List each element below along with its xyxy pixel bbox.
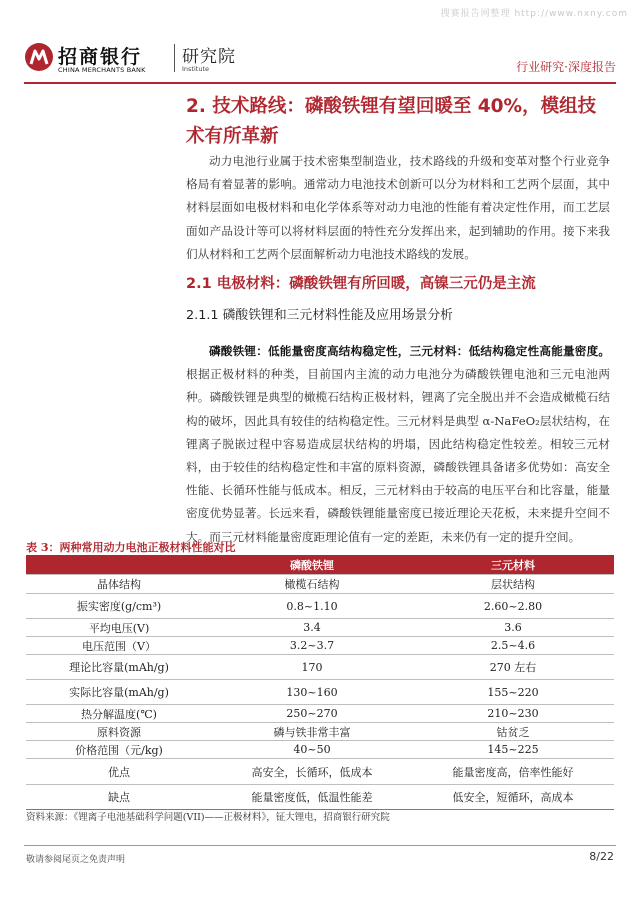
lfp-value-cell: 130~160: [212, 680, 412, 705]
row-label-cell: 实际比容量(mAh/g): [26, 680, 212, 705]
ncm-value-cell: 155~220: [412, 680, 614, 705]
table-row: [26, 723, 614, 741]
table-row: [26, 594, 614, 619]
lfp-value-cell: 3.2~3.7: [212, 637, 412, 655]
table-row: [26, 655, 614, 680]
header-cell: [26, 555, 212, 575]
institute-name-en: Institute: [182, 65, 209, 73]
table-row: [26, 575, 614, 594]
ncm-value-cell: 2.5~4.6: [412, 637, 614, 655]
lfp-value-cell: 250~270: [212, 705, 412, 723]
ncm-value-cell: 2.60~2.80: [412, 594, 614, 619]
ncm-value-cell: 层状结构: [412, 575, 614, 594]
subsection-heading: 2.1 电极材料：磷酸铁锂有所回暖，高镍三元仍是主流: [186, 276, 536, 292]
row-label-cell: 理论比容量(mAh/g): [26, 655, 212, 680]
institute-name: 研究院: [182, 47, 236, 67]
row-label-cell: 晶体结构: [26, 575, 212, 594]
row-label-cell: 缺点: [26, 785, 212, 810]
lfp-value-cell: 0.8~1.10: [212, 594, 412, 619]
table-row: [26, 619, 614, 637]
lfp-value-cell: 3.4: [212, 619, 412, 637]
header-cell: 三元材料: [412, 555, 614, 575]
row-label-cell: 价格范围（元/kg): [26, 741, 212, 759]
brand-name: 招商银行: [58, 46, 143, 68]
paragraph-lead: 磷酸铁锂：低能量密度高结构稳定性，三元材料：低结构稳定性高能量密度。: [209, 344, 610, 358]
table-row: [26, 759, 614, 785]
watermark: 搜赛报告网整理 http://www.nxny.com: [440, 9, 628, 19]
lfp-value-cell: 170: [212, 655, 412, 680]
ncm-value-cell: 3.6: [412, 619, 614, 637]
table-row: [26, 785, 614, 810]
header-rule: [24, 82, 616, 84]
footer-rule: [24, 845, 616, 846]
sub-subsection-heading: 2.1.1 磷酸铁锂和三元材料性能及应用场景分析: [186, 308, 453, 323]
report-type: 行业研究·深度报告: [516, 60, 616, 74]
ncm-value-cell: 210~230: [412, 705, 614, 723]
ncm-value-cell: 270 左右: [412, 655, 614, 680]
table-row: [26, 741, 614, 759]
table-row: [26, 680, 614, 705]
table-row: [26, 637, 614, 655]
row-label-cell: 优点: [26, 759, 212, 785]
table-row: [26, 705, 614, 723]
page-header: [24, 38, 616, 82]
disclaimer: 敬请参阅尾页之免责声明: [26, 855, 126, 865]
lfp-value-cell: 高安全，长循环，低成本: [212, 759, 412, 785]
header-cell: 磷酸铁锂: [212, 555, 412, 575]
table-source: 资料来源：《锂离子电池基础科学问题(VII)——正极材料》，钲大锂电，招商银行研究院: [26, 812, 390, 823]
row-label-cell: 电压范围（V）: [26, 637, 212, 655]
intro-paragraph: 动力电池行业属于技术密集型制造业，技术路线的升级和变革对整个行业竞争格局有着显著的影响。通常动力电池技术创新可以分为材料和工艺两个层面，其中材料层面如电极材料和电化学体系等对动力电池的性能有着决定性作用，而工艺层面如产品设计等可以将材料层面的特性充分发挥出来，起到辅助的作用。接下来我们从材料和工艺两个层面解析动力电池技术路线的发展。: [186, 154, 610, 261]
comparison-table: [26, 555, 614, 810]
row-label-cell: 原料资源: [26, 723, 212, 741]
brand-name-en: CHINA MERCHANTS BANK: [58, 66, 146, 74]
table-title: 表 3：两种常用动力电池正极材料性能对比: [26, 541, 236, 554]
ncm-value-cell: 低安全，短循环，高成本: [412, 785, 614, 810]
lfp-value-cell: 橄榄石结构: [212, 575, 412, 594]
lfp-value-cell: 能量密度低，低温性能差: [212, 785, 412, 810]
cmb-logo-icon: [24, 42, 54, 72]
row-label-cell: 振实密度(g/cm³): [26, 594, 212, 619]
logo-divider: [174, 44, 175, 72]
row-label-cell: 热分解温度(℃): [26, 705, 212, 723]
page-number: 8/22: [589, 850, 614, 863]
ncm-value-cell: 145~225: [412, 741, 614, 759]
section-heading: 2. 技术路线：磷酸铁锂有望回暖至 40%，模组技术有所革新: [186, 96, 597, 147]
row-label-cell: 平均电压(V): [26, 619, 212, 637]
lfp-value-cell: 磷与铁非常丰富: [212, 723, 412, 741]
lfp-value-cell: 40~50: [212, 741, 412, 759]
table-header-row: [26, 555, 614, 575]
ncm-value-cell: 钴贫乏: [412, 723, 614, 741]
paragraph-body: 根据正极材料的种类，目前国内主流的动力电池分为磷酸铁锂电池和三元电池两种。磷酸铁锂是典型的橄榄石结构正极材料，锂离了完全脱出并不会造成橄榄石结构的破坏，因此具有较佳的结构稳定性。三元材料是典型 α-NaFeO₂层状结构，在锂离子脱嵌过程中容易造成层状结构的坍塌，因此结构稳定性较差。相较三元材料，由于较佳的结构稳定性和丰富的原料资源，磷酸铁锂具备诸多优势如：高安全性能、长循环性能与低成本。相反，三元材料由于较高的电压平台和比容量，能量密度优势显著。长远来看，磷酸铁锂能量密度已接近理论天花板，未来提升空间不大。而三元材料能量密度距理论值有一定的差距，未来仍有一定的提升空间。: [186, 367, 610, 544]
material-paragraph: [186, 340, 610, 549]
ncm-value-cell: 能量密度高，倍率性能好: [412, 759, 614, 785]
